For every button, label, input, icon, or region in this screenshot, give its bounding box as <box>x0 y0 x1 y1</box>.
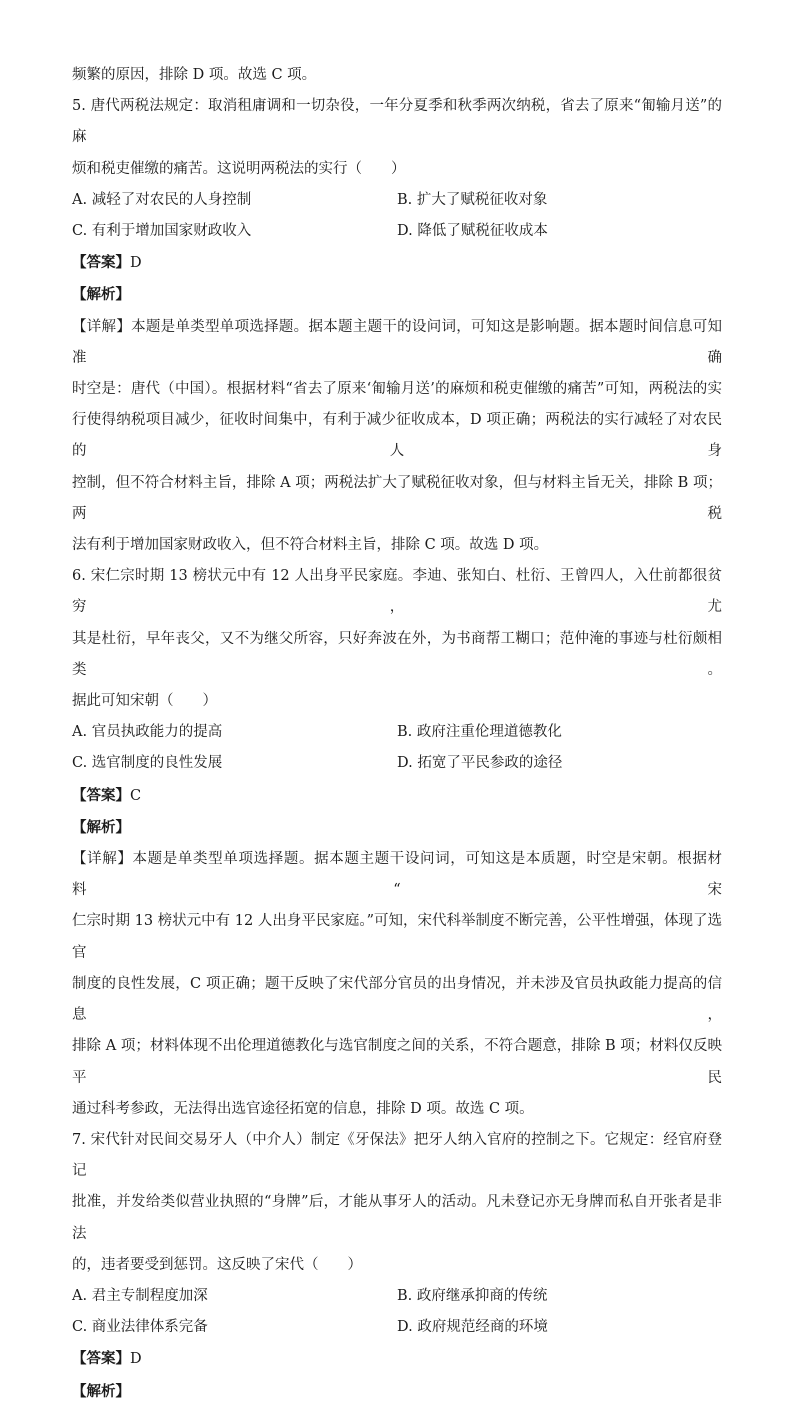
text-line: 法有利于增加国家财政收入，但不符合材料主旨，排除 C 项。故选 D 项。 <box>72 537 549 554</box>
text-line: 【详解】本题是单类型单项选择题。据本题主题干的设问词，可知这是影响题。据本题时间信息可知准确 <box>72 318 722 366</box>
answer-line <box>72 247 722 279</box>
answer-option: C. 选官制度的良性发展 <box>72 755 223 772</box>
section-tag: 【解析】 <box>72 818 130 836</box>
answer-options-row <box>72 1281 722 1312</box>
text-line: 制度的良性发展，C 项正确；题干反映了宋代部分官员的出身情况，并未涉及官员执政能力提高的信息， <box>72 975 722 1024</box>
text-line: 6. 宋仁宗时期 13 榜状元中有 12 人出身平民家庭。李迪、张知白、杜衍、王曾四人，入仕前都很贫穷，尤 <box>72 568 722 616</box>
answer-option: C. 商业法律体系完备 <box>72 1319 208 1336</box>
answer-options-row <box>72 1312 722 1343</box>
answer-line <box>72 279 722 311</box>
answer-line <box>72 1376 722 1408</box>
answer-line <box>72 812 722 844</box>
answer-options-row <box>72 748 722 779</box>
section-tag: 【答案】 <box>72 786 130 804</box>
answer-option: B. 扩大了赋税征收对象 <box>397 191 548 208</box>
section-tag: 【解析】 <box>72 1382 130 1400</box>
text-line: 排除 A 项；材料体现不出伦理道德教化与选官制度之间的关系，不符合题意，排除 B 项；材料仅反映平民 <box>72 1038 722 1086</box>
text-line: 通过科考参政，无法得出选官途径拓宽的信息，排除 D 项。故选 C 项。 <box>72 1100 534 1117</box>
text-line: 据此可知宋朝（ ） <box>72 693 217 710</box>
text-line: 时空是：唐代（中国）。根据材料“省去了原来‘匍输月送’的麻烦和税吏催缴的痛苦”可知，两税法的实 <box>72 381 722 398</box>
answer-option: C. 有利于增加国家财政收入 <box>72 223 252 240</box>
document-page <box>72 60 722 1408</box>
answer-options-row <box>72 717 722 748</box>
text-line: 5. 唐代两税法规定：取消租庸调和一切杂役，一年分夏季和秋季两次纳税，省去了原来“匍输月送”的麻 <box>72 98 722 146</box>
text-line: 其是杜衍，早年丧父，又不为继父所容，只好奔波在外，为书商帮工糊口；范仲淹的事迹与杜衍颇相类。 <box>72 630 722 678</box>
answer-value: D <box>130 1351 142 1368</box>
text-line: 行使得纳税项目减少，征收时间集中，有利于减少征收成本，D 项正确；两税法的实行减轻了对农民的人身 <box>72 412 722 460</box>
answer-value: D <box>130 255 142 272</box>
answer-line <box>72 1343 722 1375</box>
answer-option: B. 政府继承抑商的传统 <box>397 1287 548 1304</box>
section-tag: 【答案】 <box>72 1350 130 1368</box>
text-line: 7. 宋代针对民间交易牙人（中介人）制定《牙保法》把牙人纳入官府的控制之下。它规定：经官府登记 <box>72 1131 722 1180</box>
answer-option: D. 降低了赋税征收成本 <box>397 223 548 240</box>
text-line: 控制，但不符合材料主旨，排除 A 项；两税法扩大了赋税征收对象，但与材料主旨无关，排除 B 项；两税 <box>72 474 722 522</box>
answer-option: D. 政府规范经商的环境 <box>397 1319 548 1336</box>
answer-value: C <box>130 787 142 804</box>
answer-options-row <box>72 185 722 216</box>
section-tag: 【答案】 <box>72 254 130 272</box>
answer-option: D. 拓宽了平民参政的途径 <box>397 755 563 772</box>
text-line: 仁宗时期 13 榜状元中有 12 人出身平民家庭。”可知，宋代科举制度不断完善，公平性增强，体现了选官 <box>72 913 722 961</box>
answer-line <box>72 780 722 812</box>
section-tag: 【解析】 <box>72 286 130 304</box>
text-line: 的，违者要受到惩罚。这反映了宋代（ ） <box>72 1256 362 1273</box>
text-line: 烦和税吏催缴的痛苦。这说明两税法的实行（ ） <box>72 160 406 177</box>
answer-option: A. 官员执政能力的提高 <box>72 724 223 741</box>
text-line: 【详解】本题是单类型单项选择题。据本题主题干设问词，可知这是本质题，时空是宋朝。根据材料“宋 <box>72 851 722 899</box>
text-line: 频繁的原因，排除 D 项。故选 C 项。 <box>72 67 317 83</box>
answer-option: A. 君主专制程度加深 <box>72 1287 208 1304</box>
answer-option: A. 减轻了对农民的人身控制 <box>72 191 252 208</box>
text-line: 批准，并发给类似营业执照的“身牌”后，才能从事牙人的活动。凡未登记亦无身牌而私自开张者是非法 <box>72 1194 722 1242</box>
answer-options-row <box>72 216 722 247</box>
answer-option: B. 政府注重伦理道德教化 <box>397 724 562 741</box>
